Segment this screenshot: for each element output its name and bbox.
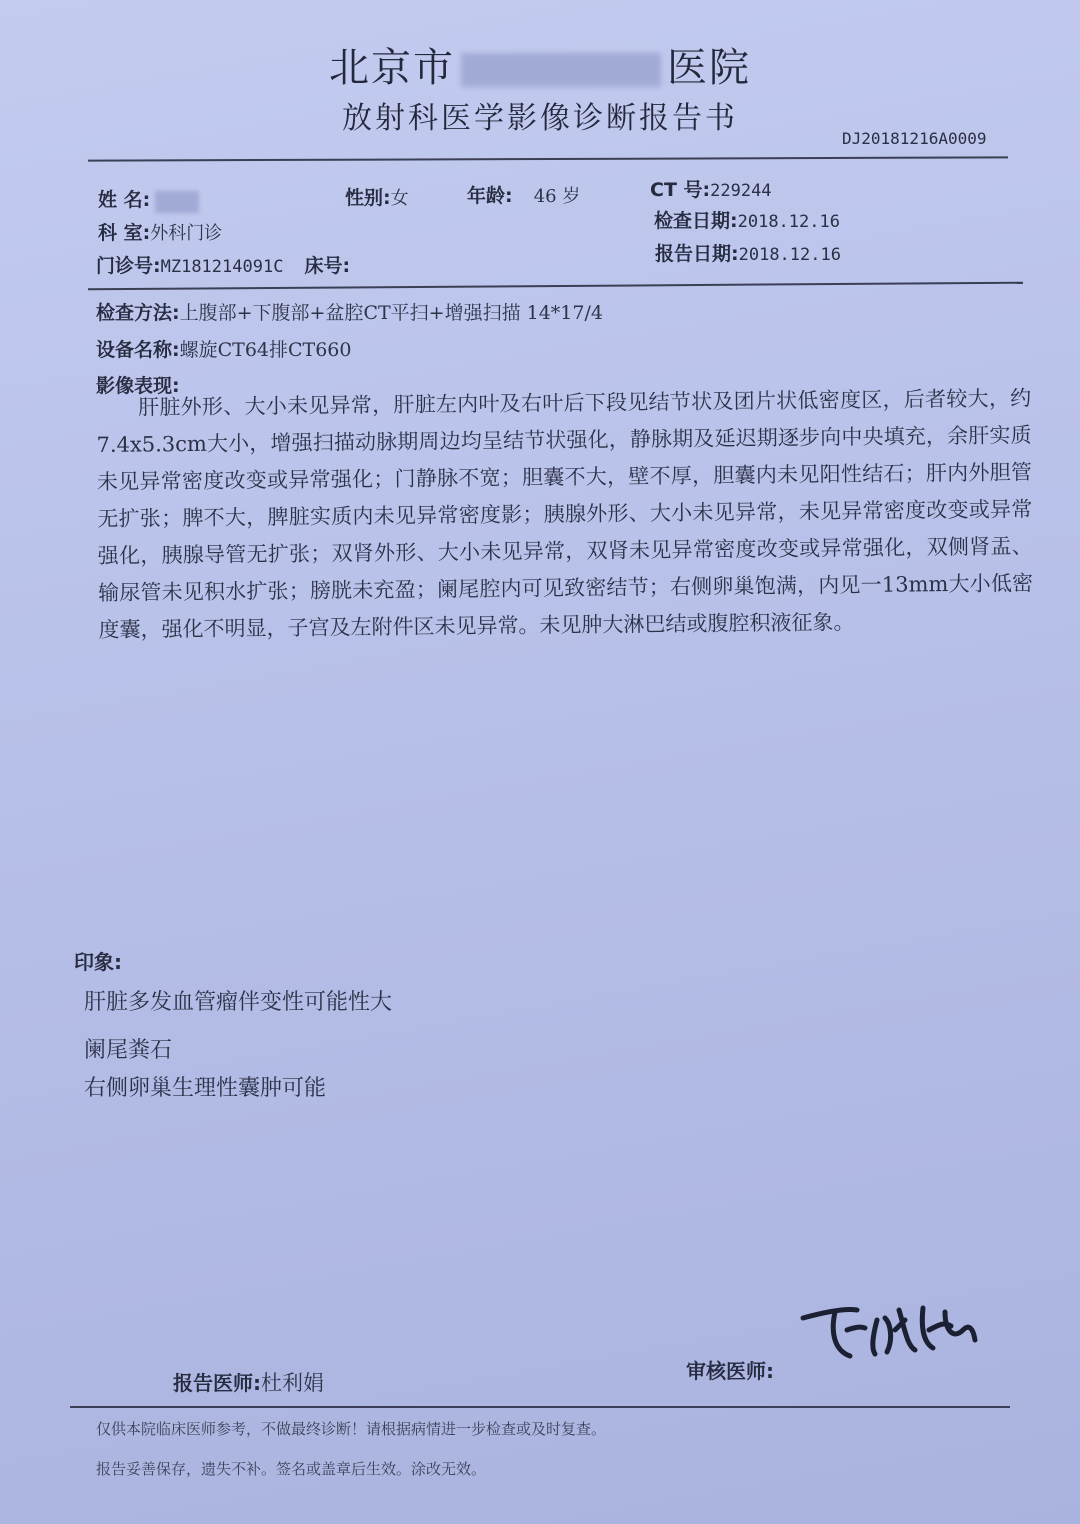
impression-item: 右侧卵巢生理性囊肿可能 xyxy=(84,1076,327,1101)
impression-item: 肝脏多发血管瘤伴变性可能性大 xyxy=(84,990,393,1015)
exam-method-label: 检查方法: xyxy=(96,302,180,324)
gender-label: 性别: xyxy=(345,187,391,209)
gender-row xyxy=(345,183,409,210)
ct-number-value: 229244 xyxy=(710,181,772,201)
department-label: 科 室: xyxy=(98,222,151,244)
patient-name-row xyxy=(98,185,199,213)
hospital-title xyxy=(0,36,1080,93)
hospital-name-suffix: 医院 xyxy=(667,45,751,91)
header-divider xyxy=(88,156,1008,161)
findings-text: 肝脏外形、大小未见异常，肝脏左内叶及右叶后下段见结节状及团片状低密度区，后者较大，约7.4x5.3cm大小，增强扫描动脉期周边均呈结节状强化，静脉期及延迟期逐步向中央填充，余肝实质未见异常密度改变或异常强化；门静脉不宽；胆囊不大，壁不厚，胆囊内未见阳性结石；肝内外胆管无扩张；脾不大，脾脏实质内未见异常密度影；胰腺外形、大小未见异常，未见异常密度改变或异常强化，胰腺导管无扩张；双肾外形、大小未见异常，双肾未见异常密度改变或异常强化，双侧肾盂、输尿管未见积水扩张；膀胱未充盈；阑尾腔内可见致密结节；右侧卵巢饱满，内见一13mm大小低密度囊，强化不明显，子宫及左附件区未见异常。未见肿大淋巴结或腹腔积液征象。 xyxy=(96,386,1034,642)
ct-number-label: CT 号: xyxy=(650,179,711,201)
review-doctor-label: 审核医师: xyxy=(686,1359,774,1383)
name-label: 姓 名: xyxy=(98,189,151,211)
hospital-name-prefix: 北京市 xyxy=(329,45,455,91)
report-title: 放射科医学影像诊断报告书 xyxy=(342,101,738,136)
ct-number-row xyxy=(650,175,772,202)
report-date-label: 报告日期: xyxy=(655,243,739,265)
disclaimer-line: 仅供本院临床医师参考，不做最终诊断！请根据病情进一步检查或及时复查。 xyxy=(96,1420,607,1438)
exam-method-row xyxy=(96,298,603,325)
exam-method-value: 上腹部+下腹部+盆腔CT平扫+增强扫描 14*17/4 xyxy=(179,302,603,324)
outpatient-number: MZ181214091C xyxy=(160,257,284,277)
disclaimer-line: 报告妥善保存，遗失不补。签名或盖章后生效。涂改无效。 xyxy=(96,1460,487,1478)
department-row xyxy=(98,218,222,245)
footer-divider xyxy=(70,1406,1010,1408)
report-date-row xyxy=(655,239,841,266)
reporting-doctor-row xyxy=(173,1367,324,1397)
report-date-value: 2018.12.16 xyxy=(738,245,841,265)
impression-label: 印象: xyxy=(74,950,122,974)
device-row xyxy=(96,335,351,362)
exam-date-label: 检查日期: xyxy=(654,210,738,232)
outpatient-row xyxy=(96,251,350,278)
exam-date-value: 2018.12.16 xyxy=(737,212,840,232)
impression-heading xyxy=(74,946,122,975)
reviewing-doctor-row xyxy=(686,1355,774,1384)
bed-label: 床号: xyxy=(304,255,351,277)
age-value: 46 岁 xyxy=(533,186,581,207)
outpatient-label: 门诊号: xyxy=(96,255,161,277)
impression-item: 阑尾粪石 xyxy=(84,1038,173,1063)
age-label: 年龄: xyxy=(467,185,513,207)
report-doctor-name: 杜利娟 xyxy=(261,1371,324,1395)
document-number: DJ20181216A0009 xyxy=(842,129,987,148)
redacted-hospital-name xyxy=(461,53,661,87)
department-value: 外科门诊 xyxy=(150,223,223,244)
device-label: 设备名称: xyxy=(96,339,180,361)
device-value: 螺旋CT64排CT660 xyxy=(179,339,352,361)
age-row xyxy=(467,181,580,208)
info-divider xyxy=(88,282,1023,291)
redacted-patient-name xyxy=(155,191,199,213)
report-doctor-label: 报告医师: xyxy=(173,1371,261,1395)
findings-label: 影像表现: xyxy=(96,375,180,397)
handwritten-signature xyxy=(795,1290,995,1370)
exam-date-row xyxy=(654,206,840,233)
gender-value: 女 xyxy=(390,188,409,209)
